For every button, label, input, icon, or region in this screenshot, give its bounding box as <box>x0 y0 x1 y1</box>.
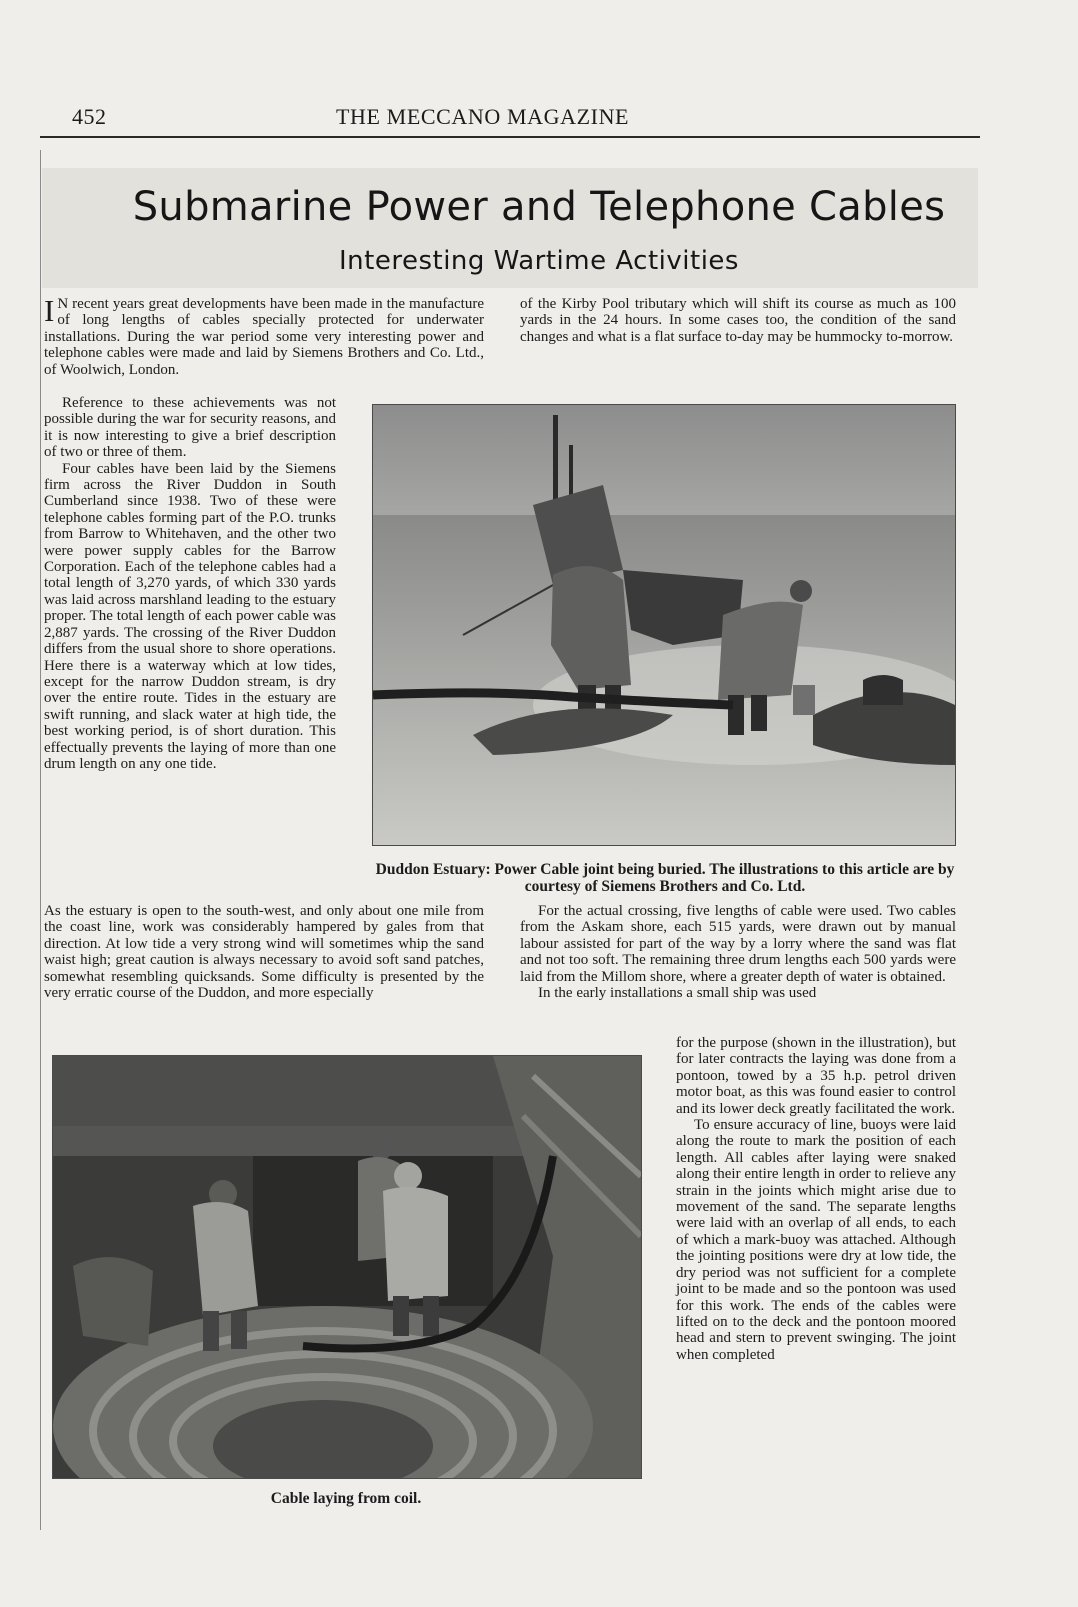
intro-paragraph <box>44 293 484 378</box>
narrow-column <box>44 395 336 772</box>
running-header: THE MECCANO MAGAZINE <box>336 104 630 129</box>
estuary-photo-image <box>373 405 955 845</box>
paragraph-crossing: For the actual crossing, five lengths of cable were used. Two cables from the Askam shore, each 515 yards, were drawn out by manual labour assisted for part of the way by a lorry where the sand was flat and not too soft. The remaining three drum lengths each 500 yards were laid from the Millom shore, where a greater depth of water is obtained. <box>520 903 956 985</box>
header-rule <box>40 136 980 138</box>
coil-photo-image <box>53 1056 641 1478</box>
coil-photo <box>52 1055 642 1479</box>
page-number: 452 <box>72 104 107 129</box>
paragraph-buoys: To ensure accuracy of line, buoys were laid along the route to mark the position of each length. All cables after laying were snaked along their entire length in order to relieve any strain in the joints which might arise due to movement of the sand. The separate lengths were laid with an overlap of all ends, to each of which a mark-buoy was attached. Although the jointing positions were dry at low tide, the dry period was not sufficient for a complete joint to be made and so the pontoon was used for this work. The ends of the cables were lifted on to the deck and the pontoon moored head and stern to prevent swinging. The joint when completed <box>676 1117 956 1363</box>
left-column-lower <box>44 903 484 1001</box>
estuary-caption: Duddon Estuary: Power Cable joint being buried. The illustrations to this article are by courtesy of Siemens Brothers and Co. Ltd. <box>375 861 955 895</box>
drop-cap: I <box>44 293 55 328</box>
narrow-right-column <box>676 1035 956 1363</box>
paragraph-four-cables: Four cables have been laid by the Siemens firm across the River Duddon in South Cumberland since 1938. Two of these were telephone cables forming part of the P.O. trunks from Barrow to Whitehaven, and the other two were power supply cables for the Barrow Corporation. Each of the telephone cables had a total length of 3,270 yards, of which 330 yards was laid across marshland leading to the estuary proper. The total length of each power cable was 2,887 yards. The crossing of the River Duddon differs from the usual shore to shore operations. Here there is a waterway which at low tides, except for the narrow Duddon stream, is dry over the entire route. Tides in the estuary are swift running, and slack water at high tide, the best working period, is of short duration. This effectually prevents the laying of more than one drum length on any one tide. <box>44 460 336 772</box>
paragraph-reference: Reference to these achievements was not possible during the war for security reasons, and it is now interesting to give a brief description of two or three of them. <box>44 395 336 461</box>
paragraph-estuary: As the estuary is open to the south-west, and only about one mile from the coast line, work was considerably hampered by gales from that direction. At low tide a very strong wind will sometimes whip the sand waist high; great caution is always necessary to avoid soft sand patches, somewhat resembling quicksands. Some difficulty is presented by the very erratic course of the Duddon, and more especially <box>44 903 484 1002</box>
right-column-lower <box>520 903 956 1001</box>
paragraph-early-rest: for the purpose (shown in the illustration), but for later contracts the laying was done from a pontoon, towed by a 35 h.p. petrol driven motor boat, as this was found easier to control and its lower deck greatly facilitated the work. <box>676 1035 956 1117</box>
paragraph-early-start: In the early installations a small ship was used <box>538 985 817 1002</box>
estuary-photo <box>372 404 956 846</box>
coil-caption: Cable laying from coil. <box>270 1490 422 1507</box>
article-title: Submarine Power and Telephone Cables <box>132 184 946 230</box>
intro-text: N recent years great developments have been made in the manufacture of long lengths of cables specially protected for underwater installations. During the war period some very interesting power and telephone cables were made and laid by Siemens Brothers and Co. Ltd., of Woolwich, London. <box>44 296 484 378</box>
article-subtitle: Interesting Wartime Activities <box>339 246 739 276</box>
paragraph-kirby: of the Kirby Pool tributary which will shift its course as much as 100 yards in the 24 hours. In some cases too, the condition of the sand changes and what is a flat surface to-day may be hummocky to-morrow. <box>520 296 956 345</box>
right-column-top <box>520 296 956 345</box>
page-edge-line <box>40 150 41 1530</box>
